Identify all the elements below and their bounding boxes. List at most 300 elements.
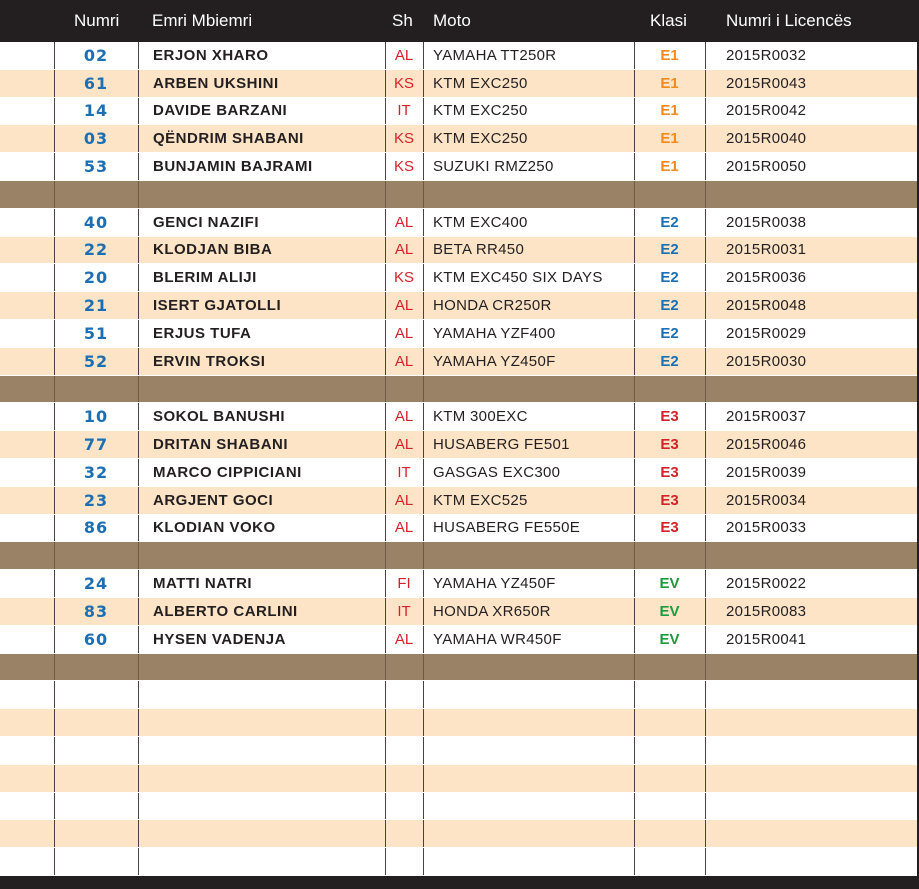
rider-number: 40 xyxy=(83,212,109,232)
rider-class-cell xyxy=(634,598,705,625)
rider-number-cell xyxy=(54,459,138,486)
rider-bike: YAMAHA YZ450F xyxy=(433,575,556,593)
column-divider xyxy=(705,820,706,847)
rider-number-cell xyxy=(54,487,138,514)
column-divider xyxy=(423,848,424,875)
group-separator-row xyxy=(0,376,917,404)
rider-bike: HONDA XR650R xyxy=(433,602,551,620)
table-row xyxy=(0,98,917,126)
rider-name: ARBEN UKSHINI xyxy=(153,74,279,92)
empty-row xyxy=(0,709,917,737)
group-separator-row xyxy=(0,542,917,570)
column-divider xyxy=(705,681,706,708)
column-divider xyxy=(385,681,386,708)
rider-country-cell xyxy=(385,237,423,264)
rider-licence-cell xyxy=(705,237,917,264)
rider-licence-cell xyxy=(705,431,917,458)
rider-licence: 2015R0022 xyxy=(726,575,807,593)
rider-country: AL xyxy=(394,630,414,648)
rider-bike-cell xyxy=(423,292,634,319)
table-row xyxy=(0,125,917,153)
rider-licence: 2015R0036 xyxy=(726,269,807,287)
column-divider xyxy=(54,709,55,736)
rider-bike-cell xyxy=(423,598,634,625)
column-divider xyxy=(634,542,635,569)
column-divider xyxy=(634,793,635,820)
rider-bike: KTM EXC250 xyxy=(433,102,528,120)
rider-licence-cell xyxy=(705,153,917,180)
rider-class: E2 xyxy=(660,269,679,287)
rider-name: BLERIM ALIJI xyxy=(153,269,257,287)
rider-class-cell xyxy=(634,125,705,152)
rider-licence: 2015R0038 xyxy=(726,213,807,231)
table-row xyxy=(0,209,917,237)
rider-country-cell xyxy=(385,515,423,542)
rider-bike-cell xyxy=(423,348,634,375)
rider-number-cell xyxy=(54,598,138,625)
rider-licence: 2015R0050 xyxy=(726,158,807,176)
rider-name: ERJUS TUFA xyxy=(153,324,252,342)
rider-bike: GASGAS EXC300 xyxy=(433,463,561,481)
rider-name-cell xyxy=(138,153,385,180)
column-divider xyxy=(138,737,139,764)
table-row xyxy=(0,570,917,598)
rider-name-cell xyxy=(138,598,385,625)
rider-name-cell xyxy=(138,125,385,152)
rider-class: EV xyxy=(659,575,680,593)
rider-country-cell xyxy=(385,209,423,236)
rider-bike-cell xyxy=(423,237,634,264)
column-divider xyxy=(634,737,635,764)
column-divider xyxy=(634,376,635,403)
rider-bike: KTM EXC250 xyxy=(433,130,528,148)
table-row xyxy=(0,292,917,320)
rider-class: E2 xyxy=(660,324,679,342)
rider-licence-cell xyxy=(705,598,917,625)
rider-bike-cell xyxy=(423,515,634,542)
rider-licence: 2015R0041 xyxy=(726,630,807,648)
rider-number-cell xyxy=(54,125,138,152)
rider-class-cell xyxy=(634,459,705,486)
table-row xyxy=(0,487,917,515)
rider-name-cell xyxy=(138,292,385,319)
rider-bike: HUSABERG FE501 xyxy=(433,436,570,454)
rider-class: E1 xyxy=(660,74,679,92)
table-row xyxy=(0,348,917,376)
rider-country-cell xyxy=(385,626,423,653)
rider-class-cell xyxy=(634,515,705,542)
rider-name-cell xyxy=(138,98,385,125)
rider-country: AL xyxy=(394,324,414,342)
column-divider xyxy=(385,820,386,847)
rider-bike: HONDA CR250R xyxy=(433,297,552,315)
column-divider xyxy=(634,765,635,792)
rider-bike: YAMAHA WR450F xyxy=(433,630,562,648)
rider-number: 21 xyxy=(83,296,109,316)
column-divider xyxy=(54,820,55,847)
rider-number-cell xyxy=(54,264,138,291)
rider-bike-cell xyxy=(423,70,634,97)
rider-class-cell xyxy=(634,570,705,597)
rider-name-cell xyxy=(138,570,385,597)
rider-name-cell xyxy=(138,626,385,653)
rider-class: E2 xyxy=(660,297,679,315)
rider-class-cell xyxy=(634,348,705,375)
column-divider xyxy=(705,737,706,764)
rider-licence: 2015R0032 xyxy=(726,46,807,64)
rider-number: 60 xyxy=(83,629,109,649)
rider-name: DAVIDE BARZANI xyxy=(153,102,288,120)
rider-country: AL xyxy=(394,436,414,454)
rider-number: 02 xyxy=(83,45,109,65)
column-divider xyxy=(385,376,386,403)
table-row xyxy=(0,237,917,265)
rider-number-cell xyxy=(54,626,138,653)
rider-name-cell xyxy=(138,237,385,264)
rider-class-cell xyxy=(634,292,705,319)
rider-country-cell xyxy=(385,264,423,291)
rider-bike: YAMAHA TT250R xyxy=(433,46,557,64)
rider-class: E2 xyxy=(660,352,679,370)
rider-country: AL xyxy=(394,46,414,64)
rider-bike-cell xyxy=(423,153,634,180)
column-divider xyxy=(54,681,55,708)
rider-bike-cell xyxy=(423,98,634,125)
rider-number: 14 xyxy=(83,101,109,121)
column-divider xyxy=(138,709,139,736)
rider-country: AL xyxy=(394,297,414,315)
rider-number: 23 xyxy=(83,490,109,510)
column-divider xyxy=(423,765,424,792)
rider-licence: 2015R0083 xyxy=(726,602,807,620)
rider-bike-cell xyxy=(423,320,634,347)
column-divider xyxy=(423,181,424,208)
empty-row xyxy=(0,765,917,793)
rider-country-cell xyxy=(385,403,423,430)
rider-number: 32 xyxy=(83,462,109,482)
column-divider xyxy=(634,654,635,681)
rider-country-cell xyxy=(385,348,423,375)
rider-class-cell xyxy=(634,320,705,347)
rider-number: 24 xyxy=(83,574,109,594)
column-divider xyxy=(423,376,424,403)
rider-class-cell xyxy=(634,153,705,180)
rider-name: GENCI NAZIFI xyxy=(153,213,259,231)
rider-country-cell xyxy=(385,42,423,69)
table-row xyxy=(0,153,917,181)
column-divider xyxy=(138,820,139,847)
column-divider xyxy=(705,848,706,875)
rider-class: E3 xyxy=(660,491,679,509)
rider-bike-cell xyxy=(423,42,634,69)
rider-class-cell xyxy=(634,70,705,97)
column-divider xyxy=(423,681,424,708)
column-divider xyxy=(705,181,706,208)
rider-licence-cell xyxy=(705,459,917,486)
rider-number: 22 xyxy=(83,240,109,260)
rider-number-cell xyxy=(54,348,138,375)
rider-licence: 2015R0030 xyxy=(726,352,807,370)
rider-bike-cell xyxy=(423,125,634,152)
rider-bike-cell xyxy=(423,459,634,486)
rider-licence: 2015R0029 xyxy=(726,324,807,342)
rider-name-cell xyxy=(138,403,385,430)
rider-bike: KTM EXC250 xyxy=(433,74,528,92)
rider-country-cell xyxy=(385,320,423,347)
column-divider xyxy=(705,765,706,792)
empty-row xyxy=(0,820,917,848)
rider-name-cell xyxy=(138,431,385,458)
rider-licence: 2015R0031 xyxy=(726,241,807,259)
rider-class-cell xyxy=(634,264,705,291)
rider-licence-cell xyxy=(705,209,917,236)
column-divider xyxy=(54,793,55,820)
table-row xyxy=(0,70,917,98)
column-divider xyxy=(138,181,139,208)
rider-name-cell xyxy=(138,348,385,375)
rider-name: ERVIN TROKSI xyxy=(153,352,266,370)
rider-country: AL xyxy=(394,491,414,509)
rider-name: ALBERTO CARLINI xyxy=(153,602,298,620)
rider-licence-cell xyxy=(705,403,917,430)
rider-number-cell xyxy=(54,320,138,347)
column-divider xyxy=(423,793,424,820)
column-divider xyxy=(705,376,706,403)
table-row xyxy=(0,320,917,348)
column-divider xyxy=(423,709,424,736)
column-divider xyxy=(634,681,635,708)
rider-number-cell xyxy=(54,237,138,264)
rider-name: MATTI NATRI xyxy=(153,575,253,593)
column-divider xyxy=(705,542,706,569)
group-separator-row xyxy=(0,654,917,682)
rider-licence-cell xyxy=(705,70,917,97)
rider-country: IT xyxy=(397,102,411,120)
column-divider xyxy=(138,654,139,681)
rider-number: 61 xyxy=(83,73,109,93)
column-divider xyxy=(385,654,386,681)
table-row xyxy=(0,515,917,543)
rider-country: FI xyxy=(397,575,411,593)
header-numri-licences: Numri i Licencës xyxy=(726,11,852,30)
rider-country-cell xyxy=(385,125,423,152)
rider-class: E2 xyxy=(660,241,679,259)
column-divider xyxy=(705,709,706,736)
column-divider xyxy=(385,709,386,736)
rider-bike: SUZUKI RMZ250 xyxy=(433,158,554,176)
column-divider xyxy=(138,681,139,708)
rider-name: ISERT GJATOLLI xyxy=(153,297,282,315)
rider-name-cell xyxy=(138,70,385,97)
rider-class: E3 xyxy=(660,436,679,454)
header-emri-mbiemri: Emri Mbiemri xyxy=(152,11,253,30)
column-divider xyxy=(54,376,55,403)
rider-bike-cell xyxy=(423,403,634,430)
rider-name-cell xyxy=(138,459,385,486)
empty-row xyxy=(0,793,917,821)
column-divider xyxy=(138,793,139,820)
header-numri: Numri xyxy=(74,11,120,30)
rider-number-cell xyxy=(54,98,138,125)
empty-row xyxy=(0,737,917,765)
column-divider xyxy=(423,542,424,569)
rider-number-cell xyxy=(54,570,138,597)
rider-number-cell xyxy=(54,403,138,430)
rider-bike-cell xyxy=(423,431,634,458)
column-divider xyxy=(138,848,139,875)
rider-licence: 2015R0039 xyxy=(726,463,807,481)
rider-licence-cell xyxy=(705,320,917,347)
column-divider xyxy=(634,709,635,736)
table-row xyxy=(0,431,917,459)
rider-licence-cell xyxy=(705,264,917,291)
rider-country: KS xyxy=(393,158,414,176)
rider-licence-cell xyxy=(705,626,917,653)
rider-name: DRITAN SHABANI xyxy=(153,436,289,454)
rider-bike-cell xyxy=(423,570,634,597)
rider-name: MARCO CIPPICIANI xyxy=(153,463,302,481)
rider-number: 10 xyxy=(83,407,109,427)
rider-number-cell xyxy=(54,209,138,236)
column-divider xyxy=(385,848,386,875)
rider-number-cell xyxy=(54,70,138,97)
rider-country: AL xyxy=(394,408,414,426)
rider-class: E2 xyxy=(660,213,679,231)
header-sh: Sh xyxy=(392,11,413,30)
rider-class: E3 xyxy=(660,519,679,537)
empty-row xyxy=(0,848,917,876)
column-divider xyxy=(705,654,706,681)
rider-class: E3 xyxy=(660,463,679,481)
column-divider xyxy=(385,542,386,569)
rider-name: ARGJENT GOCI xyxy=(153,491,274,509)
rider-name-cell xyxy=(138,487,385,514)
rider-bike-cell xyxy=(423,487,634,514)
column-divider xyxy=(634,820,635,847)
rider-country: IT xyxy=(397,463,411,481)
rider-class: E1 xyxy=(660,102,679,120)
rider-licence: 2015R0034 xyxy=(726,491,807,509)
rider-class: E1 xyxy=(660,46,679,64)
rider-licence: 2015R0046 xyxy=(726,436,807,454)
rider-country: KS xyxy=(393,130,414,148)
rider-licence: 2015R0048 xyxy=(726,297,807,315)
rider-licence-cell xyxy=(705,348,917,375)
rider-name: ERJON XHARO xyxy=(153,46,269,64)
rider-number: 86 xyxy=(83,518,109,538)
rider-number-cell xyxy=(54,292,138,319)
rider-country-cell xyxy=(385,98,423,125)
rider-class-cell xyxy=(634,42,705,69)
rider-class: E1 xyxy=(660,158,679,176)
rider-number-cell xyxy=(54,42,138,69)
rider-number: 20 xyxy=(83,268,109,288)
rider-bike: KTM EXC450 SIX DAYS xyxy=(433,269,603,287)
rider-number-cell xyxy=(54,431,138,458)
rider-number: 52 xyxy=(83,351,109,371)
column-divider xyxy=(385,793,386,820)
table-row xyxy=(0,459,917,487)
rider-class-cell xyxy=(634,237,705,264)
rider-class: E3 xyxy=(660,408,679,426)
rider-country: AL xyxy=(394,213,414,231)
rider-licence-cell xyxy=(705,292,917,319)
rider-licence: 2015R0040 xyxy=(726,130,807,148)
table-row xyxy=(0,598,917,626)
rider-class: E1 xyxy=(660,130,679,148)
rider-class-cell xyxy=(634,487,705,514)
column-divider xyxy=(423,737,424,764)
rider-licence-cell xyxy=(705,515,917,542)
header-moto: Moto xyxy=(433,11,471,30)
rider-country: IT xyxy=(397,602,411,620)
rider-name: KLODIAN VOKO xyxy=(153,519,276,537)
rider-country: KS xyxy=(393,269,414,287)
rider-licence: 2015R0037 xyxy=(726,408,807,426)
rider-number-cell xyxy=(54,515,138,542)
rider-class-cell xyxy=(634,431,705,458)
column-divider xyxy=(634,181,635,208)
rider-licence-cell xyxy=(705,98,917,125)
rider-number-cell xyxy=(54,153,138,180)
rider-number: 77 xyxy=(83,435,109,455)
rider-bike: HUSABERG FE550E xyxy=(433,519,581,537)
rider-licence: 2015R0033 xyxy=(726,519,807,537)
rider-country-cell xyxy=(385,70,423,97)
column-divider xyxy=(54,848,55,875)
rider-country: AL xyxy=(394,241,414,259)
rider-country-cell xyxy=(385,153,423,180)
riders-table xyxy=(0,42,917,876)
column-divider xyxy=(138,542,139,569)
column-divider xyxy=(54,765,55,792)
rider-name-cell xyxy=(138,264,385,291)
table-row xyxy=(0,264,917,292)
rider-class: EV xyxy=(659,602,680,620)
rider-number: 51 xyxy=(83,323,109,343)
column-divider xyxy=(138,765,139,792)
rider-name: SOKOL BANUSHI xyxy=(153,408,286,426)
rider-licence: 2015R0042 xyxy=(726,102,807,120)
rider-licence-cell xyxy=(705,125,917,152)
rider-name: QËNDRIM SHABANI xyxy=(153,130,304,148)
rider-licence: 2015R0043 xyxy=(726,74,807,92)
rider-bike: YAMAHA YZ450F xyxy=(433,352,556,370)
rider-country-cell xyxy=(385,598,423,625)
rider-number: 83 xyxy=(83,601,109,621)
rider-bike-cell xyxy=(423,209,634,236)
rider-country-cell xyxy=(385,487,423,514)
rider-country: AL xyxy=(394,352,414,370)
rider-class-cell xyxy=(634,209,705,236)
rider-name: KLODJAN BIBA xyxy=(153,241,273,259)
rider-number: 03 xyxy=(83,129,109,149)
rider-class-cell xyxy=(634,98,705,125)
column-divider xyxy=(385,181,386,208)
rider-name: BUNJAMIN BAJRAMI xyxy=(153,158,313,176)
rider-bike: YAMAHA YZF400 xyxy=(433,324,556,342)
header-klasi: Klasi xyxy=(650,11,687,30)
rider-licence-cell xyxy=(705,487,917,514)
column-divider xyxy=(54,542,55,569)
rider-name-cell xyxy=(138,515,385,542)
table-row xyxy=(0,626,917,654)
rider-number: 53 xyxy=(83,157,109,177)
table-header xyxy=(0,0,919,42)
rider-licence-cell xyxy=(705,42,917,69)
table-row xyxy=(0,42,917,70)
group-separator-row xyxy=(0,181,917,209)
